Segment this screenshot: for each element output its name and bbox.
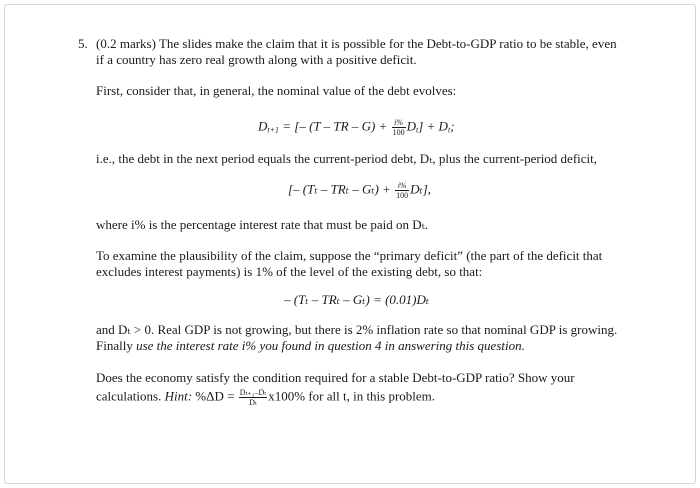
assumptions-line-2: Finally use the interest rate i% you found in question 4 in answering this question. — [96, 338, 525, 353]
assumptions-line-1: and Dₜ > 0. Real GDP is not growing, but there is 2% inflation rate so that nominal GDP is growing. — [96, 322, 618, 337]
deficit-equation: [– (Tₜ – TRₜ – Gₜ) + $\frac{i\%}{100}$ Dₜ], — [288, 181, 432, 200]
first-paragraph: First, consider that, in general, the nominal value of the debt evolves: — [96, 83, 457, 98]
examine-line-2: excludes interest payments) is 1% of the level of the existing debt, so that: — [96, 264, 483, 279]
debt-evolution-equation: $D_{t+1}$ = [– (T – TR – G) + $\frac{i\%}{100}$ $D_t] + D_t$; — [258, 118, 455, 137]
interest-fraction-2: $\frac{i\%}{100}$ — [396, 181, 409, 200]
hint-fraction: $\frac{\text{Dₜ₊₁–Dₜ}}{\text{Dₜ}}$ — [239, 388, 267, 407]
task-line-1: Does the economy satisfy the condition required for a stable Debt-to-GDP ratio? Show your — [96, 370, 575, 385]
examine-line-1: To examine the plausibility of the claim, suppose the “primary deficit” (the part of the deficit that — [96, 248, 603, 263]
primary-deficit-equation: – (Tₜ – TRₜ – Gₜ) = (0.01)Dₜ — [284, 292, 430, 307]
task-line-2: calculations. Hint: %ΔD = $\frac{\text{Dₜ₊₁–Dₜ}}{\text{Dₜ}}$ x100% for all t, in this problem. — [96, 388, 436, 407]
hint-label: Hint: — [164, 388, 193, 404]
page-frame — [4, 4, 696, 484]
question-number: 5. — [78, 36, 88, 51]
interest-fraction: $\frac{i\%}{100}$ — [392, 118, 405, 137]
question-intro-line-1: (0.2 marks) The slides make the claim that it is possible for the Debt-to-GDP ratio to be stable, even — [96, 36, 617, 51]
where-paragraph: where i% is the percentage interest rate that must be paid on Dₜ. — [96, 217, 429, 232]
question-intro-line-2: if a country has zero real growth along with a positive deficit. — [96, 52, 417, 67]
ie-paragraph: i.e., the debt in the next period equals the current-period debt, Dₜ, plus the current-period deficit, — [96, 151, 598, 166]
